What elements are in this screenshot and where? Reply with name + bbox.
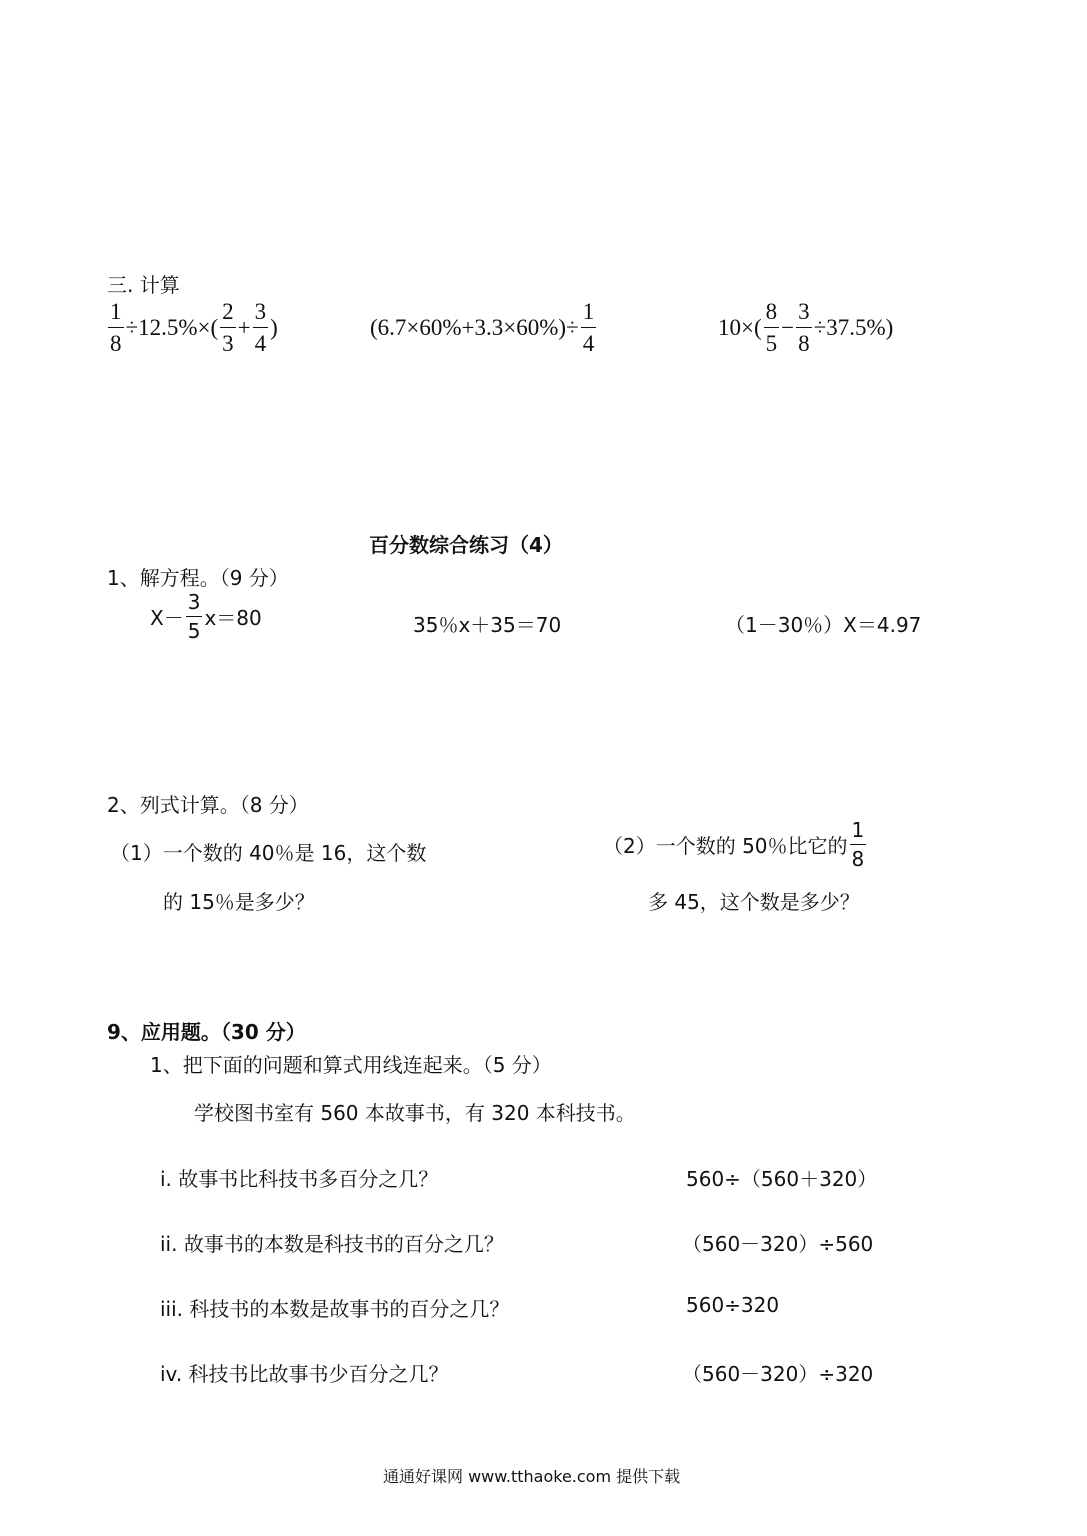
match-formula: （560－320）÷560 <box>682 1232 874 1256</box>
q2-part2-line2: 多 45，这个数是多少？ <box>648 890 860 914</box>
calc-expression-2: (6.7×60%+3.3×60%)÷ $\frac{1}{4}$ <box>370 299 595 356</box>
equation-2: 35％x＋35＝70 <box>413 613 562 637</box>
fraction: $\frac{1}{8}$ <box>110 299 122 356</box>
q2-heading: 2、列式计算。（8 分） <box>107 793 309 817</box>
q9-sub1: 1、把下面的问题和算式用线连起来。（5 分） <box>150 1053 552 1077</box>
equation-3: （1－30％）X＝4.97 <box>725 613 922 637</box>
q2-part1-line1: （1）一个数的 40％是 16，这个数 <box>110 841 427 865</box>
fraction: $\frac{3}{5}$ <box>187 590 201 643</box>
fraction: $\frac{2}{3}$ <box>222 299 234 356</box>
section-3-heading: 三. 计算 <box>107 273 180 297</box>
q9-context: 学校图书室有 560 本故事书，有 320 本科技书。 <box>194 1101 636 1125</box>
calc-expression-3: 10×( $\frac{8}{5}$ − $\frac{3}{8}$ ÷37.5%) <box>718 299 894 356</box>
fraction: $\frac{1}{8}$ <box>851 818 865 871</box>
match-formula: 560÷（560＋320） <box>686 1167 878 1191</box>
fraction: $\frac{1}{4}$ <box>582 299 595 356</box>
q9-heading: 9、应用题。（30 分） <box>107 1020 306 1044</box>
match-question: iii. 科技书的本数是故事书的百分之几？ <box>160 1297 510 1321</box>
match-question: ii. 故事书的本数是科技书的百分之几？ <box>160 1232 504 1256</box>
q1-heading: 1、解方程。（9 分） <box>107 566 289 590</box>
fraction: $\frac{8}{5}$ <box>765 299 778 356</box>
worksheet-title: 百分数综合练习（4） <box>369 533 563 557</box>
calc-expression-1: $\frac{1}{8}$ ÷12.5%×( $\frac{2}{3}$ + $\frac{3}{4}$ ) <box>110 299 278 356</box>
equation-1: X－ $\frac{3}{5}$ x＝80 <box>150 590 262 643</box>
match-question: iv. 科技书比故事书少百分之几？ <box>160 1362 449 1386</box>
footer-credit: 通通好课网 www.tthaoke.com 提供下载 <box>383 1467 681 1486</box>
match-formula: （560－320）÷320 <box>682 1362 874 1386</box>
q2-part1-line2: 的 15％是多少？ <box>163 890 315 914</box>
fraction: $\frac{3}{8}$ <box>798 299 810 356</box>
q2-part2-line1: （2）一个数的 50％比它的 $\frac{1}{8}$ <box>603 818 865 871</box>
match-question: i. 故事书比科技书多百分之几？ <box>160 1167 439 1191</box>
fraction: $\frac{3}{4}$ <box>254 299 267 356</box>
match-formula: 560÷320 <box>686 1293 780 1317</box>
